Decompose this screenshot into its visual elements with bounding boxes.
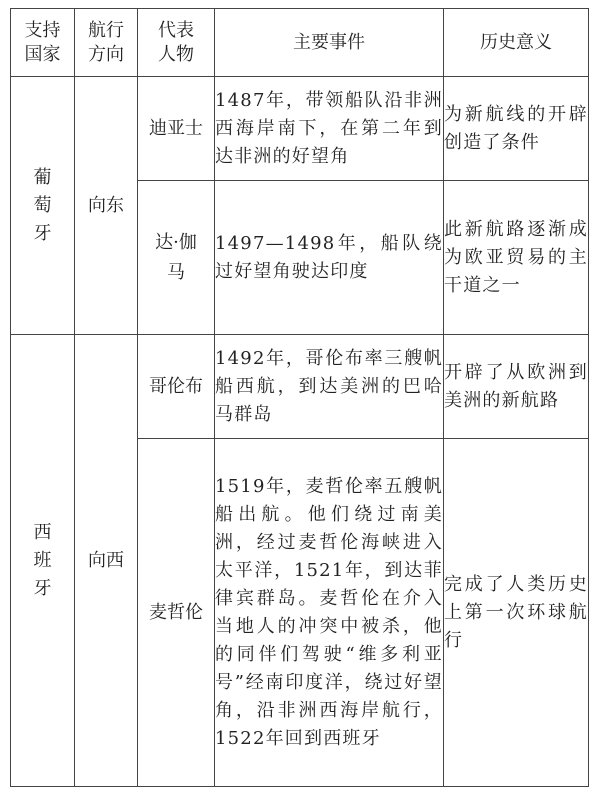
- exploration-table: [10, 8, 589, 787]
- exploration-table-container: [10, 8, 588, 786]
- event-cell: 1497—1498年，船队绕过好望角驶达印度: [215, 181, 444, 335]
- person-cell: 达·伽 马: [138, 181, 215, 335]
- person-cell: 麦哲伦: [138, 439, 215, 787]
- header-significance: 历史意义: [444, 9, 589, 77]
- direction-west: 向西: [75, 335, 138, 787]
- event-cell: 1492年，哥伦布率三艘帆船西航，到达美洲的巴哈马群岛: [215, 335, 444, 439]
- header-direction: 航行 方向: [75, 9, 138, 77]
- header-row: [11, 9, 589, 77]
- header-person: 代表 人物: [138, 9, 215, 77]
- event-cell: 1519年，麦哲伦率五艘帆船出航。他们绕过南美洲，经过麦哲伦海峡进入太平洋，1521年，到达菲律宾群岛。麦哲伦在介入当地人的冲突中被杀，他的同伴们驾驶“维多利亚号”经南印度洋，绕过好望角，沿非洲西海岸航行，1522年回到西班牙: [215, 439, 444, 787]
- person-cell: 迪亚士: [138, 77, 215, 181]
- country-portugal: 葡 萄 牙: [11, 77, 75, 335]
- table-row-columbus: [11, 335, 589, 439]
- event-cell: 1487年，带领船队沿非洲西海岸南下，在第二年到达非洲的好望角: [215, 77, 444, 181]
- significance-cell: 完成了人类历史上第一次环球航行: [444, 439, 589, 787]
- direction-east: 向东: [75, 77, 138, 335]
- person-cell: 哥伦布: [138, 335, 215, 439]
- country-spain: 西 班 牙: [11, 335, 75, 787]
- table-row-dias: [11, 77, 589, 181]
- significance-cell: 为新航线的开辟创造了条件: [444, 77, 589, 181]
- significance-cell: 此新航路逐渐成为欧亚贸易的主干道之一: [444, 181, 589, 335]
- header-event: 主要事件: [215, 9, 444, 77]
- header-country: 支持 国家: [11, 9, 75, 77]
- significance-cell: 开辟了从欧洲到美洲的新航路: [444, 335, 589, 439]
